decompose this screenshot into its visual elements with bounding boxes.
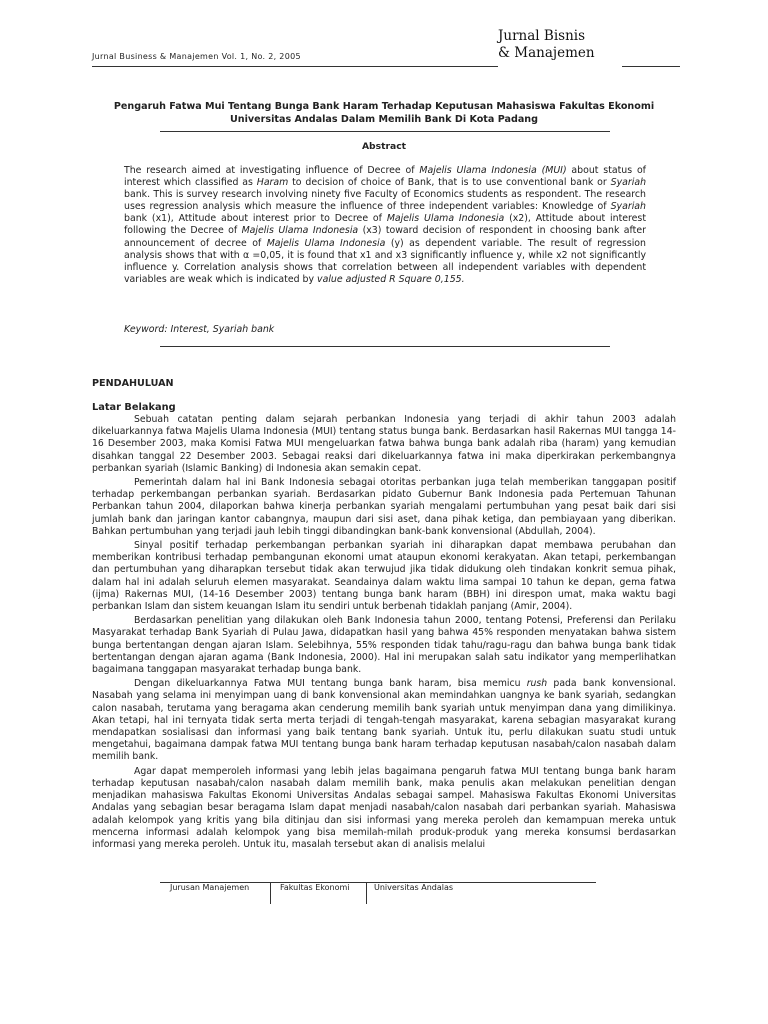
paragraph: Berdasarkan penelitian yang dilakukan oleh Bank Indonesia tahun 2000, tentang Potensi, Preferensi dan Perilaku Masyarakat terhadap Bank Syariah di Pulau Jawa, didapatkan hasil yang bahwa 45% responden menyatakan bahwa sistem bunga bertentangan dengan ajaran Islam. Selebihnya, 55% responden tidak tahu/ragu-ragu dan bahwa bunga bank tidak bertentangan dengan ajaran agama (Bank Indonesia, 2000). Hal ini merupakan salah satu indikator yang memperlihatkan bagaimana tanggapan masyarakat terhadap bunga bank. <box>92 615 676 676</box>
footer-university: Universitas Andalas <box>374 883 454 892</box>
page-footer <box>160 882 596 904</box>
header-rule-left <box>92 66 498 67</box>
paragraph: Sebuah catatan penting dalam sejarah perbankan Indonesia yang terjadi di akhir tahun 2003 adalah dikeluarkannya fatwa Majelis Ulama Indonesia (MUI) tentang status bunga bank. Berdasarkan hasil Rakernas MUI tangga 14-16 Desember 2003, maka Komisi Fatwa MUI mengeluarkan fatwa bahwa bunga bank adalah riba (haram) yang kemudian disahkan tanggal 22 Desember 2003. Sebagai reaksi dari dikeluarkannya fatwa ini maka diperkirakan perkembangnya perbankan syariah (Islamic Banking) di Indonesia akan semakin cepat. <box>92 414 676 474</box>
subsection-heading: Latar Belakang <box>92 402 176 413</box>
paragraph: Pemerintah dalam hal ini Bank Indonesia sebagai otoritas perbankan juga telah memberikan tanggapan positif terhadap perkembangan perbankan syariah. Berdasarkan pidato Gubernur Bank Indonesia pada Pertemuan Tahunan Perbankan tahun 2004, dilaporkan bahwa kinerja perbankan syariah mengalami pertumbuhan yang pesat baik dari sisi jumlah bank dan jaringan kantor cabangnya, maupun dari sisi aset, dana pihak ketiga, dan pembiayaan yang diberikan. Bahkan pertumbuhan yang terjadi jauh lebih tinggi dibandingkan bank-bank konvensional (Abdullah, 2004). <box>92 477 676 537</box>
footer-separator <box>270 882 271 904</box>
journal-brand <box>498 28 618 62</box>
paragraph: Sinyal positif terhadap perkembangan perbankan syariah ini diharapkan dapat membawa perubahan dan memberikan kontribusi terhadap pembangunan ekonomi umat ataupun ekonomi kerakyatan. Akan tetapi, perkembangan dan pertumbuhan yang diharapkan tersebut tidak akan terwujud jika tidak didukung oleh tindakan konkrit semua pihak, dalam hal ini adalah seluruh elemen masyarakat. Seandainya dalam waktu lima sampai 10 tahun ke depan, gema fatwa (ijma) Rakernas MUI, (14-16 Desember 2003) tentang bunga bank haram (BBH) ini direspon umat, maka waktu bagi perbankan Islam dan sistem keuangan Islam itu sendiri untuk berbenah tidaklah panjang (Amir, 2004). <box>92 540 676 613</box>
brand-line-1: Jurnal Bisnis <box>498 28 586 44</box>
footer-faculty: Fakultas Ekonomi <box>280 883 350 892</box>
keywords: Keyword: Interest, Syariah bank <box>124 324 275 335</box>
article-title: Pengaruh Fatwa Mui Tentang Bunga Bank Haram Terhadap Keputusan Mahasiswa Fakultas Ekonomi Universitas Andalas Dalam Memilih Bank Di Kota Padang <box>113 101 655 125</box>
abstract-heading: Abstract <box>361 141 407 152</box>
title-rule <box>160 131 610 132</box>
brand-line-2: & Manajemen <box>498 45 595 61</box>
paragraph: Agar dapat memperoleh informasi yang lebih jelas bagaimana pengaruh fatwa MUI tentang bunga bank haram terhadap keputusan nasabah/calon nasabah dalam memilih bank, maka penulis akan melakukan penelitian dengan menjadikan mahasiswa Fakultas Ekonomi Universitas Andalas sebagai sampel. Mahasiswa Fakultas Ekonomi Universitas Andalas yang sebagian besar beragama Islam dapat menjadi nasabah/calon nasabah dari perbankan syariah. Mahasiswa adalah kelompok yang kritis yang bila ditinjau dan sisi informasi yang mereka peroleh dan kemampuan mereka untuk mencerna informasi adalah kelompok yang bisa memilah-milah produk-produk yang mereka konsumsi berdasarkan informasi yang mereka peroleh. Untuk itu, masalah tersebut akan di analisis melalui <box>92 765 676 850</box>
section-heading: PENDAHULUAN <box>92 378 174 389</box>
footer-department: Jurusan Manajemen <box>170 883 250 892</box>
abstract-text: The research aimed at investigating influence of Decree of Majelis Ulama Indonesia (MUI) about status of interest which classified as Haram to decision of choice of Bank, that is to use conventional bank or Syariah bank. This is survey research involving ninety five Faculty of Economics students as respondent. The research uses regression analysis which measure the influence of three independent variables: Knowledge of Syariah bank (x1), Attitude about interest prior to Decree of Majelis Ulama Indonesia (x2), Attitude about interest following the Decree of Majelis Ulama Indonesia (x3) toward decision of respondent in choosing bank after announcement of decree of Majelis Ulama Indonesia (y) as dependent variable. The result of regression analysis shows that with α =0,05, it is found that x1 and x3 significantly influence y, while x2 not significantly influence y. Correlation analysis shows that correlation between all independent variables with dependent variables are weak which is indicated by value adjusted R Square 0,155. <box>124 165 647 285</box>
header-rule-right <box>622 66 680 67</box>
footer-separator <box>366 882 367 904</box>
paragraph: Dengan dikeluarkannya Fatwa MUI tentang bunga bank haram, bisa memicu rush pada bank konvensional. Nasabah yang selama ini menyimpan uang di bank konvensional akan memindahkan uangnya ke bank syariah, sedangkan calon nasabah, terutama yang beragama akan cenderung memilih bank syariah untuk menyimpan dana yang dimilikinya. Akan tetapi, hal ini ternyata tidak serta merta terjadi di tengah-tengah masyarakat, karena sebagian masyarakat kurang mendapatkan sosialisasi dan informasi yang baik tentang bank syariah. Untuk itu, perlu dilakukan suatu studi untuk mengetahui, bagaimana dampak fatwa MUI tentang bunga bank haram terhadap keputusan nasabah/calon nasabah dalam memilih bank. <box>92 678 676 763</box>
running-header: Jurnal Business & Manajemen Vol. 1, No. 2, 2005 <box>92 52 301 61</box>
abstract-end-rule <box>160 346 610 347</box>
body-text <box>92 414 676 853</box>
